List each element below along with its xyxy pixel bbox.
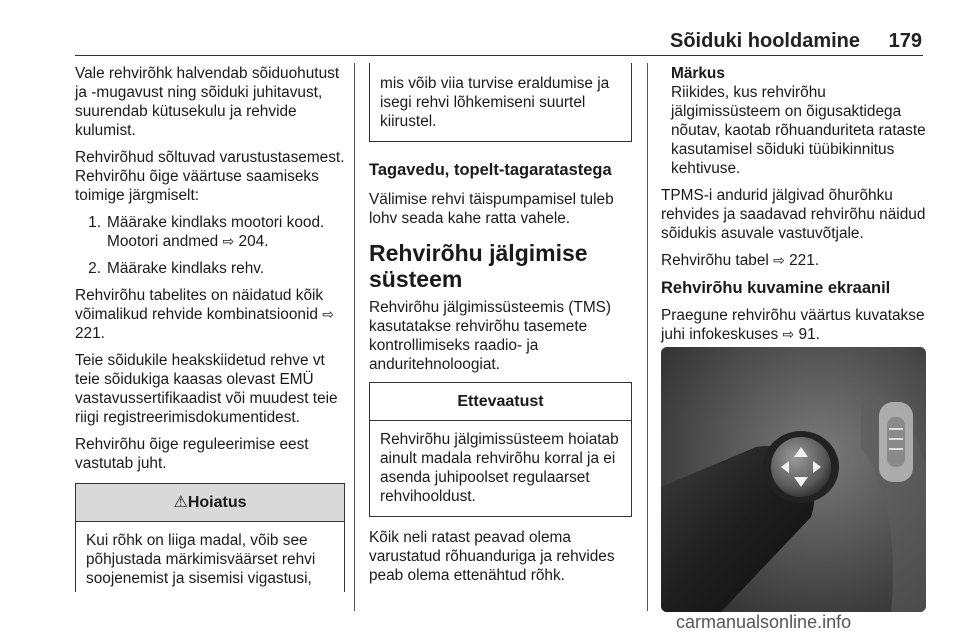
watermark: carmanualsonline.info [676, 612, 852, 632]
caution-header: Ettevaatust [370, 383, 631, 421]
warning-body-continued: mis võib viia turvise eraldumise ja isegi rehvi lõhkemiseni suurtel kiirustel. [380, 75, 610, 130]
paragraph: Vale rehvirõhk halvendab sõiduohutust ja -mugavust ning sõiduki juhitavust, suurendab kütusekulu ja rehvide kulumist. [75, 65, 340, 139]
paragraph-text: Rehvirõhu tabelites on näidatud kõik võimalikud rehvide kombinatsioonid [75, 287, 324, 323]
stalk-control-photo [661, 347, 926, 612]
page-ref-arrow-icon: ⇨ [222, 233, 235, 249]
page-header [0, 30, 960, 54]
page-number: 179 [888, 30, 922, 52]
paragraph: Teie sõidukile heakskiidetud rehve vt teie sõidukiga kaasas olevast EMÜ vastavussertifikaadist või muudest teie riigi registreerimisdokumentidest. [75, 352, 338, 426]
stalk-illustration [661, 347, 926, 612]
caution-body: Rehvirõhu jälgimissüsteem hoiatab ainult madala rehvirõhu korral ja ei asenda juhipoolset regulaarset rehvihooldust. [380, 431, 619, 505]
caution-box [369, 382, 632, 517]
note-title: Märkus [671, 65, 725, 82]
step-text: Määrake kindlaks rehv. [107, 260, 265, 277]
warning-box [75, 483, 345, 592]
step-number: 2. [88, 260, 101, 277]
paragraph-text: Praegune rehvirõhu väärtus kuvatakse juhi infokeskuses [661, 307, 925, 343]
step-text: Määrake kindlaks mootori kood. Mootori andmed [107, 214, 325, 250]
warning-title: Hoiatus [187, 494, 247, 511]
subheading: Tagavedu, topelt-tagaratastega [369, 161, 612, 179]
paragraph: Rehvirõhud sõltuvad varustustasemest. Rehvirõhu õige väärtuse saamiseks toimige järgmiselt: [75, 149, 345, 204]
note-body: Riikides, kus rehvirõhu jälgimissüsteem on õigusaktidega nõutav, kaotab rõhuanduriteta rataste kasutamisel sõiduki tüübikinnitus kehtivuse. [671, 84, 926, 177]
page-ref-arrow-icon: ⇨ [322, 306, 334, 322]
paragraph-text: Rehvirõhu tabel [661, 252, 769, 269]
paragraph [661, 306, 926, 344]
list-item [75, 213, 345, 251]
subheading: Rehvirõhu kuvamine ekraanil [661, 279, 891, 297]
column-divider [354, 63, 355, 611]
page-ref-arrow-icon: ⇨ [782, 326, 795, 342]
chapter-title: Sõiduki hooldamine [669, 30, 860, 52]
step-number: 1. [88, 214, 101, 231]
paragraph: Rehvirõhu jälgimissüsteemis (TMS) kasutatakse rehvirõhu tasemete kontrollimiseks raadio- ja anduritehnoloogiat. [369, 299, 612, 373]
column-2 [369, 63, 632, 593]
page-ref-link[interactable]: 91. [798, 326, 820, 343]
page-ref-link[interactable]: 221. [789, 252, 820, 269]
page-ref-link[interactable]: 221. [75, 325, 105, 342]
header-rule [75, 55, 923, 56]
column-divider [647, 63, 648, 611]
column-1 [75, 64, 345, 592]
warning-header [76, 484, 344, 522]
paragraph: Välimise rehvi täispumpamisel tuleb lohv seada kahe ratta vahele. [369, 191, 614, 227]
warning-body: Kui rõhk on liiga madal, võib see põhjustada märkimisväärset rehvi soojenemist ja sisemisi vigastusi, [86, 532, 316, 587]
list-item [75, 259, 345, 278]
page-ref-arrow-icon: ⇨ [773, 252, 785, 268]
steps-list [75, 213, 345, 278]
page-ref-link[interactable]: 204. [238, 233, 269, 250]
paragraph [661, 251, 926, 270]
section-heading: Rehvirõhu jälgimise süsteem [369, 240, 588, 292]
paragraph: Kõik neli ratast peavad olema varustatud rõhuanduriga ja rehvides peab olema ettenähtud rõhk. [369, 529, 615, 584]
paragraph: Rehvirõhu õige reguleerimise eest vastutab juht. [75, 436, 309, 472]
warning-box-continued [369, 63, 632, 142]
note [661, 64, 926, 178]
warning-triangle-icon: ⚠ [173, 494, 188, 511]
paragraph [75, 286, 345, 343]
column-3 [661, 64, 926, 352]
paragraph: TPMS-i andurid jälgivad õhurõhku rehvides ja saadavad rehvirõhu näidud sõidukis asuvale vastuvõtjale. [661, 187, 926, 242]
